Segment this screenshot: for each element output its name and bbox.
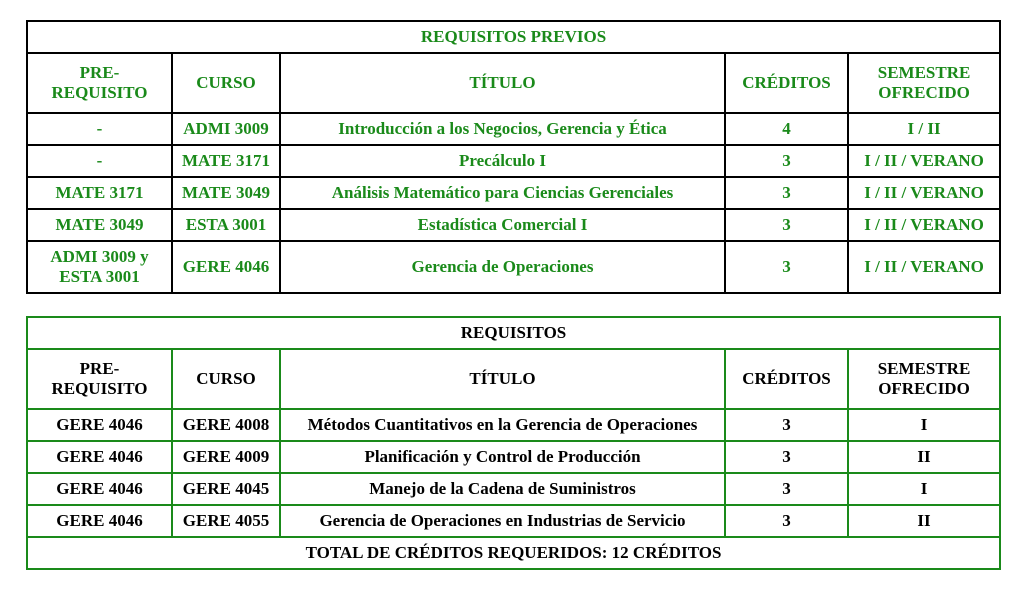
cell-semestre: I / II / VERANO xyxy=(848,241,1000,293)
table-row xyxy=(27,209,1000,241)
cell-prerequisito: - xyxy=(27,145,172,177)
header-curso: CURSO xyxy=(172,53,280,113)
requisitos-previos-table xyxy=(26,20,1001,294)
header-semestre: SEMESTRE OFRECIDO xyxy=(848,53,1000,113)
header-creditos: CRÉDITOS xyxy=(725,53,848,113)
cell-curso: GERE 4046 xyxy=(172,241,280,293)
cell-curso: GERE 4009 xyxy=(172,441,280,473)
cell-creditos: 3 xyxy=(725,505,848,537)
cell-prerequisito: MATE 3171 xyxy=(27,177,172,209)
cell-creditos: 3 xyxy=(725,209,848,241)
cell-creditos: 3 xyxy=(725,177,848,209)
header-row xyxy=(27,53,1000,113)
cell-titulo: Precálculo I xyxy=(280,145,725,177)
cell-prerequisito: GERE 4046 xyxy=(27,441,172,473)
cell-titulo: Introducción a los Negocios, Gerencia y Ética xyxy=(280,113,725,145)
table-row xyxy=(27,473,1000,505)
cell-creditos: 3 xyxy=(725,145,848,177)
cell-prerequisito: - xyxy=(27,113,172,145)
cell-creditos: 4 xyxy=(725,113,848,145)
table-title: REQUISITOS PREVIOS xyxy=(27,21,1000,53)
cell-curso: GERE 4008 xyxy=(172,409,280,441)
table-title: REQUISITOS xyxy=(27,317,1000,349)
cell-creditos: 3 xyxy=(725,441,848,473)
cell-prerequisito: MATE 3049 xyxy=(27,209,172,241)
cell-titulo: Planificación y Control de Producción xyxy=(280,441,725,473)
table-row xyxy=(27,505,1000,537)
cell-curso: GERE 4055 xyxy=(172,505,280,537)
cell-semestre: I / II / VERANO xyxy=(848,209,1000,241)
requisitos-table xyxy=(26,316,1001,570)
header-row xyxy=(27,349,1000,409)
cell-semestre: I xyxy=(848,409,1000,441)
total-creditos: TOTAL DE CRÉDITOS REQUERIDOS: 12 CRÉDITOS xyxy=(27,537,1000,569)
cell-titulo: Métodos Cuantitativos en la Gerencia de Operaciones xyxy=(280,409,725,441)
cell-curso: ADMI 3009 xyxy=(172,113,280,145)
cell-prerequisito: GERE 4046 xyxy=(27,409,172,441)
header-titulo: TÍTULO xyxy=(280,349,725,409)
cell-semestre: I / II / VERANO xyxy=(848,177,1000,209)
header-prerequisito: PRE- REQUISITO xyxy=(27,53,172,113)
header-titulo: TÍTULO xyxy=(280,53,725,113)
cell-creditos: 3 xyxy=(725,473,848,505)
cell-semestre: II xyxy=(848,505,1000,537)
header-creditos: CRÉDITOS xyxy=(725,349,848,409)
cell-curso: MATE 3171 xyxy=(172,145,280,177)
header-semestre: SEMESTRE OFRECIDO xyxy=(848,349,1000,409)
cell-titulo: Gerencia de Operaciones en Industrias de Servicio xyxy=(280,505,725,537)
cell-semestre: II xyxy=(848,441,1000,473)
table-row xyxy=(27,145,1000,177)
table-row xyxy=(27,241,1000,293)
table-row xyxy=(27,409,1000,441)
header-prerequisito: PRE- REQUISITO xyxy=(27,349,172,409)
cell-semestre: I / II xyxy=(848,113,1000,145)
cell-curso: GERE 4045 xyxy=(172,473,280,505)
cell-creditos: 3 xyxy=(725,409,848,441)
total-row xyxy=(27,537,1000,569)
cell-titulo: Análisis Matemático para Ciencias Gerenciales xyxy=(280,177,725,209)
cell-titulo: Gerencia de Operaciones xyxy=(280,241,725,293)
cell-prerequisito: GERE 4046 xyxy=(27,505,172,537)
cell-curso: MATE 3049 xyxy=(172,177,280,209)
cell-prerequisito: ADMI 3009 y ESTA 3001 xyxy=(27,241,172,293)
cell-titulo: Manejo de la Cadena de Suministros xyxy=(280,473,725,505)
cell-creditos: 3 xyxy=(725,241,848,293)
cell-titulo: Estadística Comercial I xyxy=(280,209,725,241)
header-curso: CURSO xyxy=(172,349,280,409)
table-row xyxy=(27,441,1000,473)
cell-semestre: I xyxy=(848,473,1000,505)
cell-prerequisito: GERE 4046 xyxy=(27,473,172,505)
table-row xyxy=(27,113,1000,145)
table-row xyxy=(27,177,1000,209)
cell-curso: ESTA 3001 xyxy=(172,209,280,241)
cell-semestre: I / II / VERANO xyxy=(848,145,1000,177)
